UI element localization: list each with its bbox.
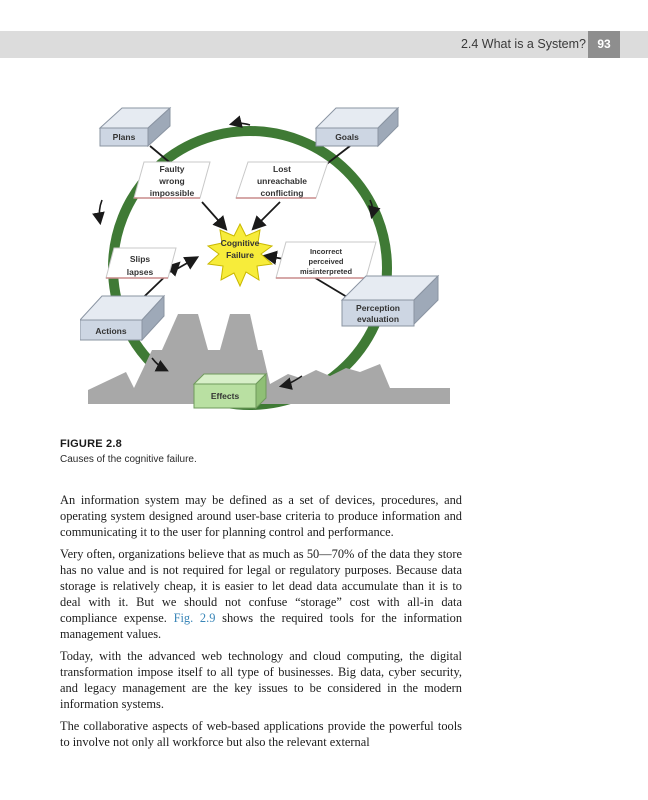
figure-2-9-link[interactable]: Fig. 2.9 — [173, 611, 216, 625]
paragraph-2-text-b: shows the required tools for the information management values. — [60, 611, 463, 641]
box-actions — [80, 296, 164, 340]
svg-text:Incorrect: Incorrect — [309, 247, 343, 256]
center-label-line-2: Failure — [226, 250, 254, 260]
note-goals-failure — [236, 162, 328, 198]
paragraph-1: An information system may be defined as a set of devices, procedures, and operating system designed around user-base criteria to produce information and communicating it to the user for planning control and performance. — [60, 493, 462, 539]
body-text — [60, 492, 462, 756]
svg-text:perceived: perceived — [308, 257, 344, 266]
cycle-arrow-top — [232, 123, 250, 125]
page-number: 93 — [588, 31, 620, 58]
svg-text:Faulty: Faulty — [159, 164, 185, 174]
svg-text:Perception: Perception — [356, 303, 400, 313]
svg-text:evaluation: evaluation — [356, 314, 400, 324]
paragraph-2-text-a: Very often, organizations believe that as much as 50—70% of the data they store has no value and is not required for legal or regulatory purposes. Because data storage is relatively cheap, it is easier to let dead data accumulate than it is to deal with it. But we should not confuse “storage” cost with all-in data compliance expense. — [60, 547, 462, 625]
svg-text:lapses: lapses — [126, 267, 154, 277]
svg-text:Goals: Goals — [335, 132, 359, 142]
center-label-line-1: Cognitive — [220, 238, 260, 248]
box-goals — [316, 108, 398, 146]
figure-caption-text: Causes of the cognitive failure. — [60, 454, 197, 465]
note-plans-failure — [134, 162, 210, 198]
note-perception-failure — [276, 242, 376, 278]
svg-text:Actions: Actions — [95, 326, 127, 336]
svg-text:Slips: Slips — [129, 254, 151, 264]
box-effects — [194, 374, 266, 408]
cycle-arrow-left — [99, 200, 102, 222]
svg-text:misinterpreted: misinterpreted — [299, 267, 353, 276]
note-action-failure — [106, 248, 176, 278]
svg-text:Lost: Lost — [273, 164, 291, 174]
svg-text:Effects: Effects — [210, 391, 240, 401]
paragraph-4: The collaborative aspects of web-based applications provide the powerful tools to involve not only all workforce but also the relevant external — [60, 719, 462, 749]
svg-text:conflicting: conflicting — [260, 188, 304, 198]
paragraph-3: Today, with the advanced web technology and cloud computing, the digital transformation impose itself to all type of businesses. Big data, cyber security, and legacy management are the key issues to be considered in the modern information systems. — [60, 649, 462, 711]
figure-caption-label: FIGURE 2.8 — [60, 438, 122, 450]
svg-text:Plans: Plans — [112, 132, 136, 142]
svg-text:unreachable: unreachable — [256, 176, 308, 186]
section-title: 2.4 What is a System? — [460, 37, 586, 51]
svg-text:wrong: wrong — [159, 176, 185, 186]
figure-cognitive-failure — [80, 88, 450, 440]
svg-text:impossible: impossible — [149, 188, 195, 198]
paragraph-2 — [60, 546, 462, 642]
box-plans — [100, 108, 170, 146]
box-perception — [342, 276, 438, 326]
cognitive-failure-diagram — [80, 88, 450, 440]
